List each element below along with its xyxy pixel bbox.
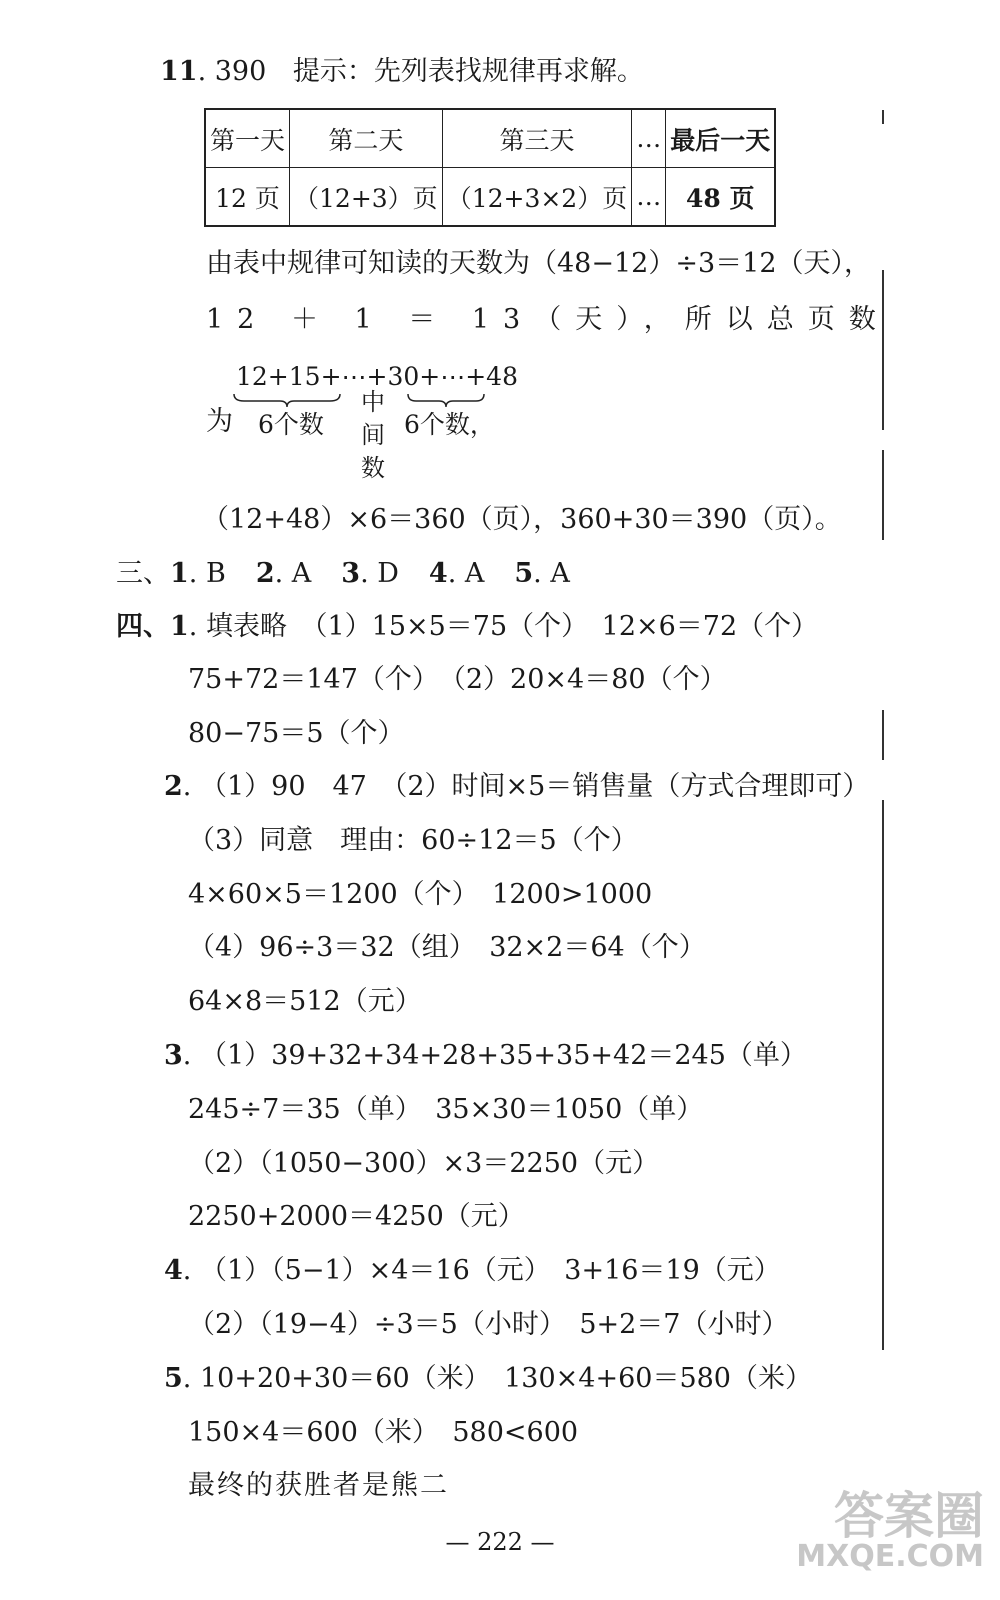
q11-hint: 提示：先列表找规律再求解。 — [292, 56, 644, 87]
answer-text: . （1）（5−1）×4＝16（元） 3+16＝19（元） — [182, 1255, 781, 1286]
answer-line: （2）（1050−300）×3＝2250（元） — [188, 1148, 660, 1179]
item-number: 2 — [255, 558, 275, 589]
middle-char: 间 — [361, 421, 385, 449]
answer-line — [164, 769, 869, 805]
right-brace — [406, 392, 486, 408]
table-cell: （12+3×2）页 — [442, 168, 632, 227]
answer-line: 最终的获胜者是熊二 — [188, 1470, 449, 1501]
item-answer: . A — [274, 558, 312, 589]
right-group-label: 6个数， — [404, 410, 495, 439]
section-4-prefix: 四、 — [116, 611, 170, 642]
left-group-label: 6个数 — [258, 410, 324, 439]
section-3-line — [116, 556, 570, 592]
item-number: 3 — [341, 558, 361, 589]
q11-line — [160, 54, 644, 90]
answer-line: （3）同意 理由：60÷12＝5（个） — [188, 825, 638, 856]
middle-number-label — [360, 386, 386, 485]
answer-line — [164, 1038, 807, 1074]
table-cell: 12 页 — [205, 168, 290, 227]
middle-char: 中 — [361, 388, 385, 416]
section-4-line-1 — [116, 609, 818, 645]
item-number: 1 — [170, 558, 189, 589]
table-header-cell: 第一天 — [205, 109, 290, 168]
answer-line — [164, 1361, 812, 1397]
answer-line: 64×8＝512（元） — [188, 986, 422, 1017]
table-cell: （12+3）页 — [290, 168, 443, 227]
table-header-row — [205, 109, 775, 168]
watermark-logo-text: 答案圈 — [834, 1487, 984, 1545]
item-number: 2 — [164, 771, 183, 802]
answer-line: 150×4＝600（米） 580<600 — [188, 1417, 579, 1448]
page-number: — 222 — — [445, 1528, 555, 1556]
table-cell: 48 页 — [666, 168, 776, 227]
middle-char: 数 — [361, 454, 385, 482]
item-answer: . B — [188, 558, 226, 589]
explain-line-3: （12+48）×6＝360（页），360+30＝390（页）。 — [202, 504, 842, 535]
answer-line: 80−75＝5（个） — [188, 718, 405, 749]
explain-line-2: 12 ＋ 1 ＝ 13（天），所以总页数 — [206, 304, 890, 335]
days-table — [204, 108, 776, 227]
item-answer: . A — [533, 558, 570, 589]
answer-line: 4×60×5＝1200（个） 1200>1000 — [188, 879, 653, 910]
answer-text: . 填表略 （1）15×5＝75（个） 12×6＝72（个） — [188, 611, 819, 642]
watermark — [796, 1487, 984, 1574]
answer-text: . （1）39+32+34+28+35+35+42＝245（单） — [182, 1040, 807, 1071]
q11-number: 11 — [160, 56, 198, 87]
left-brace — [232, 392, 342, 408]
answer-line: （4）96÷3＝32（组） 32×2＝64（个） — [188, 932, 706, 963]
item-number: 3 — [164, 1040, 183, 1071]
answer-line: 245÷7＝35（单） 35×30＝1050（单） — [188, 1094, 704, 1125]
table-row — [205, 168, 775, 227]
answer-text: . 10+20+30＝60（米） 130×4+60＝580（米） — [182, 1363, 812, 1394]
answer-line: 2250+2000＝4250（元） — [188, 1201, 525, 1232]
item-number: 4 — [428, 558, 448, 589]
table-header-cell: 第二天 — [290, 109, 443, 168]
item-number: 5 — [514, 558, 534, 589]
table-header-cell: 第三天 — [442, 109, 632, 168]
table-header-cell: … — [632, 109, 666, 168]
explain-line-1: 由表中规律可知读的天数为（48−12）÷3＝12（天）， — [206, 248, 871, 279]
q11-answer: . 390 — [197, 56, 267, 87]
item-answer: . A — [447, 558, 485, 589]
wei-label: 为 — [206, 406, 233, 437]
binding-edge-line — [878, 110, 888, 1350]
answer-line: （2）（19−4）÷3＝5（小时） 5+2＝7（小时） — [188, 1309, 789, 1340]
table-header-cell: 最后一天 — [666, 109, 776, 168]
watermark-site: MXQE.COM — [796, 1539, 984, 1574]
item-number: 5 — [164, 1363, 183, 1394]
section-3-prefix: 三、 — [116, 558, 170, 589]
item-number: 4 — [164, 1255, 183, 1286]
item-answer: . D — [360, 558, 399, 589]
answer-text: . （1）90 47 （2）时间×5＝销售量（方式合理即可） — [182, 771, 870, 802]
table-cell: … — [632, 168, 666, 227]
sum-expression: 12+15+⋯+30+⋯+48 — [236, 362, 518, 391]
answer-line: 75+72＝147（个） （2）20×4＝80（个） — [188, 664, 727, 695]
answer-line — [164, 1253, 781, 1289]
item-number: 1 — [170, 611, 189, 642]
